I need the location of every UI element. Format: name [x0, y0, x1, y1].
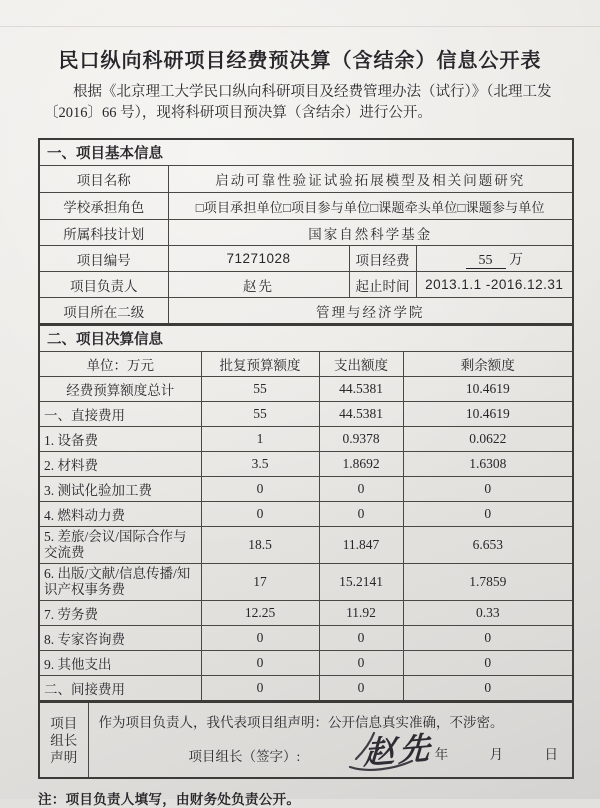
- signature-handwriting: 赵先: [362, 729, 435, 772]
- col-header-approved: 批复预算额度: [201, 352, 319, 377]
- cell-approved: 3.5: [201, 452, 319, 477]
- cell-spent: 0.9378: [319, 427, 403, 452]
- budget-row-travel: [39, 527, 573, 564]
- budget-row-fuel-power: [39, 502, 573, 527]
- project-leader-value: 赵先: [168, 272, 349, 298]
- budget-row-labor: [39, 601, 573, 626]
- signature-label: 项目组长（签字）:: [188, 749, 301, 764]
- row-label: 3. 测试化验加工费: [39, 477, 201, 502]
- program-label: 所属科技计划: [39, 220, 168, 246]
- project-number-value: 71271028: [168, 246, 349, 272]
- budget-row-total: [39, 377, 573, 402]
- cell-spent: 0: [319, 477, 403, 502]
- budget-row-other: [39, 651, 573, 676]
- col-header-remaining: 剩余额度: [403, 352, 573, 377]
- period-label: 起止时间: [349, 272, 416, 298]
- cell-approved: 12.25: [201, 601, 319, 626]
- program-value: 国家自然科学基金: [168, 220, 573, 246]
- cell-approved: 17: [201, 564, 319, 601]
- row-label: 二、间接费用: [39, 676, 201, 702]
- cell-remaining: 0: [403, 477, 573, 502]
- cell-remaining: 0.33: [403, 601, 573, 626]
- project-funds-value: [416, 246, 573, 272]
- day-label: 日: [544, 747, 558, 762]
- project-leader-label: 项目负责人: [39, 272, 168, 298]
- row-school-role: [39, 193, 573, 220]
- funds-unit: 万: [509, 252, 523, 268]
- project-number-label: 项目编号: [39, 246, 168, 272]
- cell-spent: 15.2141: [319, 564, 403, 601]
- row-label: 经费预算额度总计: [39, 377, 201, 402]
- row-label: 7. 劳务费: [39, 601, 201, 626]
- row-label: 2. 材料费: [39, 452, 201, 477]
- cell-approved: 0: [201, 651, 319, 676]
- row-label: 一、直接费用: [39, 402, 201, 427]
- row-label: 9. 其他支出: [39, 651, 201, 676]
- form-body: [38, 138, 572, 808]
- cell-remaining: 0: [403, 626, 573, 651]
- row-project-number: [39, 246, 573, 272]
- section-budget-title: 二、项目决算信息: [39, 325, 573, 352]
- declaration-label: [39, 702, 88, 778]
- budget-table: [38, 324, 574, 702]
- row-school-unit: [39, 298, 573, 325]
- cell-approved: 1: [201, 427, 319, 452]
- declaration-content: [88, 702, 573, 778]
- row-label: 8. 专家咨询费: [39, 626, 201, 651]
- school-unit-value: 管理与经济学院: [168, 298, 573, 325]
- cell-spent: 0: [319, 626, 403, 651]
- cell-remaining: 0: [403, 502, 573, 527]
- row-label: 5. 差旅/会议/国际合作与交流费: [39, 527, 201, 564]
- footnote: 注：项目负责人填写，由财务处负责公开。: [38, 792, 301, 807]
- cell-approved: 0: [201, 502, 319, 527]
- intro-line-2: 〔2016〕66 号），现将科研项目预决算（含结余）进行公开。: [44, 105, 432, 121]
- row-project-name: [39, 166, 573, 193]
- budget-row-materials: [39, 452, 573, 477]
- row-label: 6. 出版/文献/信息传播/知识产权事务费: [39, 564, 201, 601]
- declaration-row: [39, 702, 573, 778]
- budget-row-publication: [39, 564, 573, 601]
- unit-header: 单位：万元: [39, 352, 201, 377]
- budget-row-testing: [39, 477, 573, 502]
- cell-remaining: 10.4619: [403, 377, 573, 402]
- declaration-label-line: 声明: [50, 749, 78, 765]
- col-header-spent: 支出额度: [319, 352, 403, 377]
- month-label: 月: [489, 747, 504, 762]
- cell-remaining: 0: [403, 676, 573, 702]
- school-role-options: □项目承担单位□项目参与单位□课题牵头单位□课题参与单位: [168, 193, 573, 220]
- cell-remaining: 6.653: [403, 527, 573, 564]
- cell-remaining: 1.7859: [403, 564, 573, 601]
- cell-spent: 44.5381: [319, 377, 403, 402]
- budget-row-equipment: [39, 427, 573, 452]
- cell-spent: 11.847: [319, 527, 403, 564]
- cell-remaining: 10.4619: [403, 402, 573, 427]
- school-role-label: 学校承担角色: [39, 193, 168, 220]
- declaration-label-line: 项目: [50, 715, 78, 731]
- page-title: 民口纵向科研项目经费预决算（含结余）信息公开表: [58, 50, 542, 72]
- school-unit-label: 项目所在二级: [39, 298, 168, 325]
- cell-approved: 0: [201, 477, 319, 502]
- cell-spent: 1.8692: [319, 452, 403, 477]
- cell-remaining: 1.6308: [403, 452, 573, 477]
- project-funds-label: 项目经费: [349, 246, 416, 272]
- date-fields: [397, 743, 558, 763]
- cell-spent: 11.92: [319, 601, 403, 626]
- row-label: 4. 燃料动力费: [39, 502, 201, 527]
- project-name-label: 项目名称: [39, 166, 168, 193]
- row-project-leader: [39, 272, 573, 298]
- cell-remaining: 0: [403, 651, 573, 676]
- cell-approved: 18.5: [201, 527, 319, 564]
- funds-amount: 55: [466, 253, 506, 269]
- cell-approved: 0: [201, 626, 319, 651]
- cell-spent: 44.5381: [319, 402, 403, 427]
- intro-paragraph: [44, 82, 558, 124]
- section-basic-info-title: 一、项目基本信息: [39, 139, 573, 166]
- declaration-statement: 作为项目负责人，我代表项目组声明：公开信息真实准确，不涉密。: [98, 715, 504, 730]
- project-name-value: 启动可靠性验证试验拓展模型及相关问题研究: [168, 166, 573, 193]
- declaration-table: [38, 701, 574, 779]
- budget-row-indirect: [39, 676, 573, 702]
- declaration-label-line: 组长: [50, 732, 78, 748]
- cell-spent: 0: [319, 651, 403, 676]
- budget-header-row: [39, 352, 573, 377]
- row-program: [39, 220, 573, 246]
- cell-spent: 0: [319, 502, 403, 527]
- period-value: 2013.1.1 -2016.12.31: [416, 272, 573, 298]
- basic-info-table: [38, 138, 574, 325]
- section-budget-header: [39, 325, 573, 352]
- section-basic-info-header: [39, 139, 573, 166]
- budget-row-consulting: [39, 626, 573, 651]
- cell-approved: 0: [201, 676, 319, 702]
- budget-row-direct: [39, 402, 573, 427]
- year-label: 年: [434, 747, 449, 762]
- cell-approved: 55: [201, 377, 319, 402]
- row-label: 1. 设备费: [39, 427, 201, 452]
- cell-spent: 0: [319, 676, 403, 702]
- cell-remaining: 0.0622: [403, 427, 573, 452]
- intro-line-1: 根据《北京理工大学民口纵向科研项目及经费管理办法（试行）》（北理工发: [73, 84, 552, 100]
- cell-approved: 55: [201, 402, 319, 427]
